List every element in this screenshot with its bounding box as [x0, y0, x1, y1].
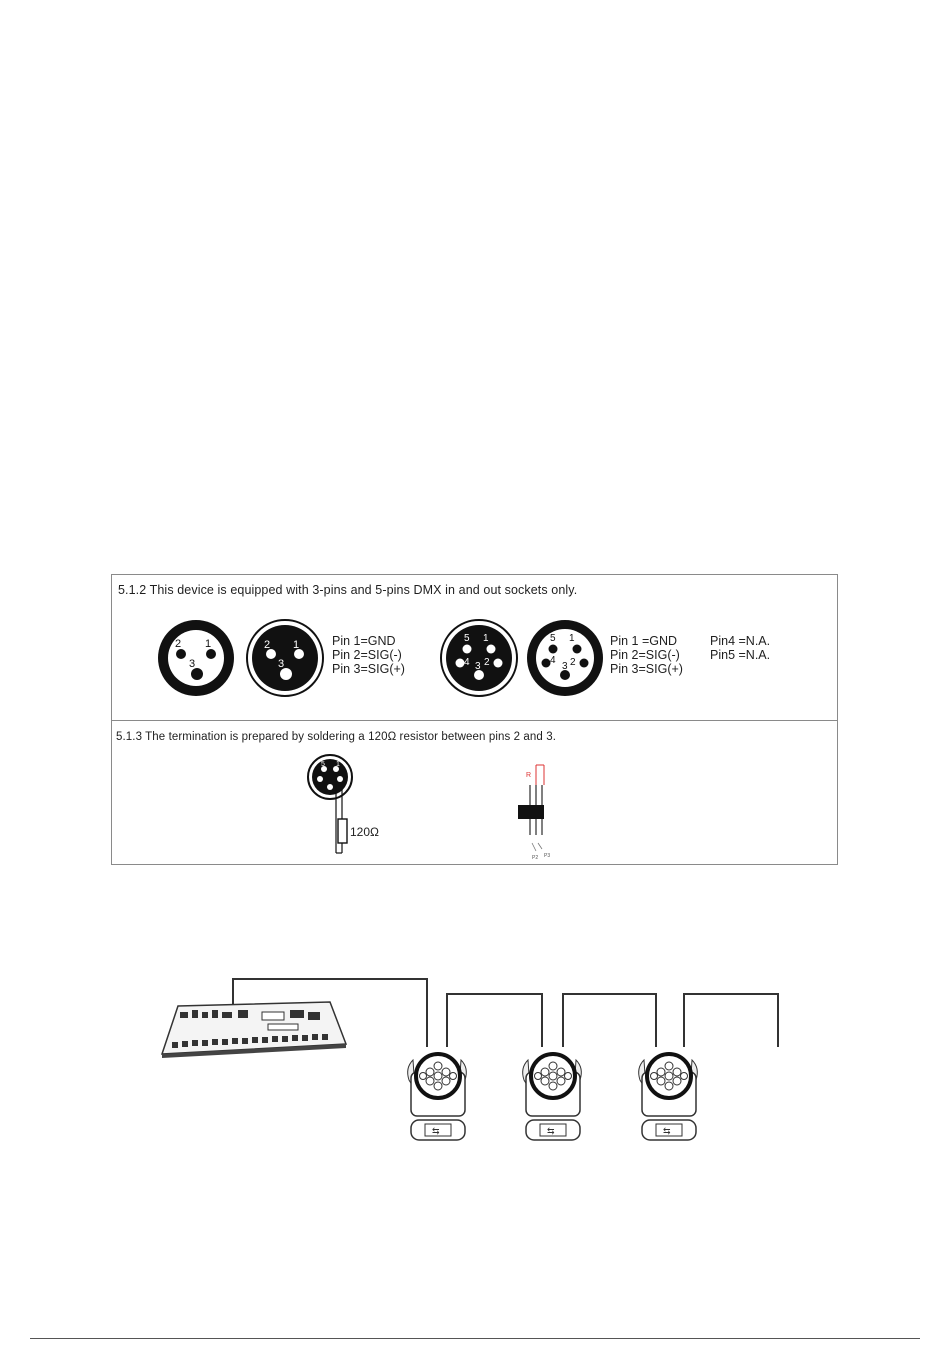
xlr3m-pin1: 1 — [205, 638, 212, 650]
dmx-connector-panel — [111, 574, 838, 865]
xlr3f-pin3: 3 — [278, 658, 285, 670]
section-513-heading: 5.1.3 The termination is prepared by soldering a 120Ω resistor between pins 2 and 3. — [116, 731, 556, 743]
xlr5m-pin2: 2 — [570, 657, 576, 668]
term-pin1: 1 — [336, 761, 340, 768]
xlr5m-pin4: 4 — [550, 655, 556, 666]
section-512-heading: 5.1.2 This device is equipped with 3-pins and 5-pins DMX in and out sockets only. — [118, 583, 578, 597]
xlr3m-pin2: 2 — [175, 638, 182, 650]
xlr5f-pin4: 4 — [464, 657, 470, 668]
term-pin5: 5 — [321, 761, 325, 768]
xlr5f-pin3: 3 — [475, 661, 481, 672]
pin-label: Pin 2=SIG(-) — [610, 648, 680, 662]
pin-label: Pin 3=SIG(+) — [332, 662, 405, 676]
pin-label: Pin5 =N.A. — [710, 648, 771, 662]
moving-head-fixture — [523, 1054, 582, 1140]
pin-label: Pin 2=SIG(-) — [332, 648, 402, 662]
xlr5m-pin3: 3 — [562, 661, 568, 672]
xlr5f-pin2: 2 — [484, 657, 490, 668]
xlr3f-pin2: 2 — [264, 639, 271, 651]
xlr3m-pin3: 3 — [189, 658, 196, 670]
xlr5-female-connector — [438, 617, 520, 699]
dmx-cable — [447, 994, 542, 1047]
p2-label: P2 — [532, 855, 539, 861]
xlr5f-pin5: 5 — [464, 633, 470, 644]
pinout-3pin — [332, 634, 405, 676]
pin-label: Pin4 =N.A. — [710, 634, 771, 648]
resistor-label: 120Ω — [350, 825, 379, 839]
xlr5m-pin1: 1 — [569, 633, 575, 644]
fixture-display-icon: ⇆ — [432, 1126, 440, 1136]
pin-label: Pin 3=SIG(+) — [610, 662, 683, 676]
xlr3-male-connector — [155, 617, 237, 699]
pin-label: Pin 1 =GND — [610, 634, 678, 648]
pcb-pin-strip-diagram — [512, 757, 572, 861]
pinout-5pin-col2 — [710, 634, 770, 662]
xlr5-male-connector — [524, 617, 606, 699]
r-label: R — [526, 772, 532, 779]
dmx-cable — [684, 994, 778, 1047]
dmx-chain-diagram — [150, 972, 800, 1152]
fixture-display-icon: ⇆ — [663, 1126, 671, 1136]
fixture-display-icon: ⇆ — [547, 1126, 555, 1136]
xlr5f-pin1: 1 — [483, 633, 489, 644]
pinout-5pin-col1 — [610, 634, 683, 676]
dmx-controller-console — [162, 1002, 346, 1058]
p3-label: P3 — [544, 853, 551, 859]
pin-label: Pin 1=GND — [332, 634, 396, 648]
xlr3-female-connector — [244, 617, 326, 699]
footer-rule — [30, 1338, 920, 1339]
dmx-cable — [563, 994, 656, 1047]
moving-head-fixture — [408, 1054, 467, 1140]
section-divider — [112, 720, 837, 721]
xlr3f-pin1: 1 — [293, 639, 300, 651]
termination-plug-diagram — [300, 753, 410, 861]
moving-head-fixture — [639, 1054, 698, 1140]
xlr5m-pin5: 5 — [550, 633, 556, 644]
